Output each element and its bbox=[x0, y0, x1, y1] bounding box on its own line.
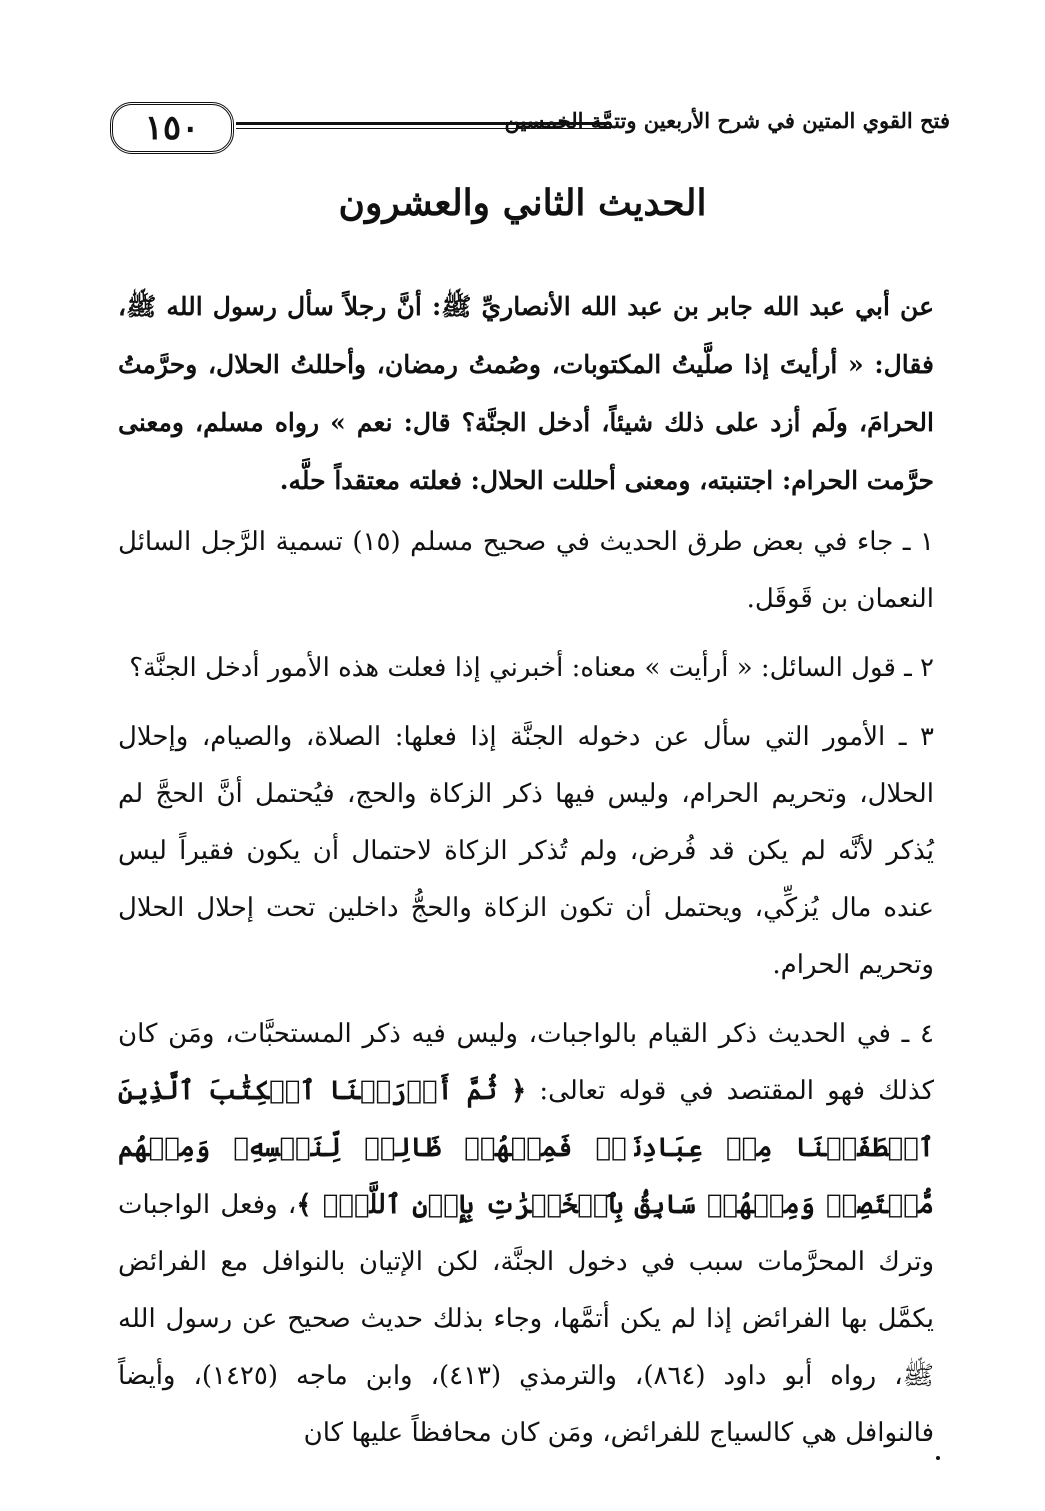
running-header bbox=[110, 98, 950, 158]
commentary-paragraph-3: ٣ ـ الأمور التي سأل عن دخوله الجنَّة إذا فعلها: الصلاة، والصيام، وإحلال الحلال، وتحريم الحرام، وليس فيها ذكر الزكاة والحج، فيُحتمل أنَّ الحجَّ لم يُذكر لأنَّه لم يكن قد فُرض، ولم تُذكر الزكاة لاحتمال أن يكون فقيراً ليس عنده مال يُزكِّي، ويحتمل أن تكون الزكاة والحجُّ داخلين تحت إحلال الحلال وتحريم الحرام. bbox=[118, 722, 934, 980]
commentary-paragraph-1: ١ ـ جاء في بعض طرق الحديث في صحيح مسلم (١٥) تسمية الرَّجل السائل النعمان بن قَوقَل. bbox=[118, 527, 934, 614]
footer-mark bbox=[936, 1456, 940, 1460]
page-body bbox=[118, 278, 934, 1474]
hadith-text: عن أبي عبد الله جابر بن عبد الله الأنصاريِّ ﷺ: أنَّ رجلاً سأل رسول الله ﷺ، فقال: « أرأيتَ إذا صلَّيتُ المكتوبات، وصُمتُ رمضان، وأحللتُ الحلال، وحرَّمتُ الحرامَ، ولَم أزد على ذلك شيئاً، أدخل الجنَّة؟ قال: نعم » رواه مسلم، ومعنى حرَّمت الحرام: اجتنبته، ومعنى أحللت الحلال: فعلته معتقداً حلَّه. bbox=[118, 292, 934, 495]
chapter-title: الحديث الثاني والعشرون bbox=[338, 182, 707, 224]
commentary-paragraph-4 bbox=[118, 1006, 934, 1462]
para4-intro: ٤ ـ في الحديث ذكر القيام بالواجبات، وليس فيه ذكر المستحبَّات، ومَن كان كذلك فهو المقتصد في قوله تعالى: bbox=[118, 1019, 934, 1106]
commentary-paragraph-2: ٢ ـ قول السائل: « أرأيت » معناه: أخبرني إذا فعلت هذه الأمور أدخل الجنَّة؟ bbox=[129, 653, 934, 683]
quran-verse: ﴿ ثُمَّ أَوۡرَثۡنَا ٱلۡكِتَٰبَ ٱلَّذِينَ ٱصۡطَفَيۡنَا مِنۡ عِبَادِنَاۖ فَمِنۡهُمۡ ظَالِمٞ لِّنَفۡسِهِۦ وَمِنۡهُم مُّقۡتَصِدٞ وَمِنۡهُمۡ سَابِقُۢ بِٱلۡخَيۡرَٰتِ بِإِذۡنِ ٱللَّهِۚ ﴾ bbox=[118, 1076, 934, 1220]
book-title: فتح القوي المتين في شرح الأربعين وتتمَّة الخمسين bbox=[504, 108, 950, 133]
para4-continuation: ، وفعل الواجبات وترك المحرَّمات سبب في دخول الجنَّة، لكن الإتيان بالنوافل مع الفرائض يكمَّل بها الفرائض إذا لم يكن أتمَّها، وجاء بذلك حديث صحيح عن رسول الله ﷺ، رواه أبو داود (٨٦٤)، والترمذي (٤١٣)، وابن ماجه (١٤٢٥)، وأيضاً فالنوافل هي كالسياج للفرائض، ومَن كان محافظاً عليها كان bbox=[118, 1190, 935, 1448]
page-number: ١٥٠ bbox=[110, 102, 234, 154]
